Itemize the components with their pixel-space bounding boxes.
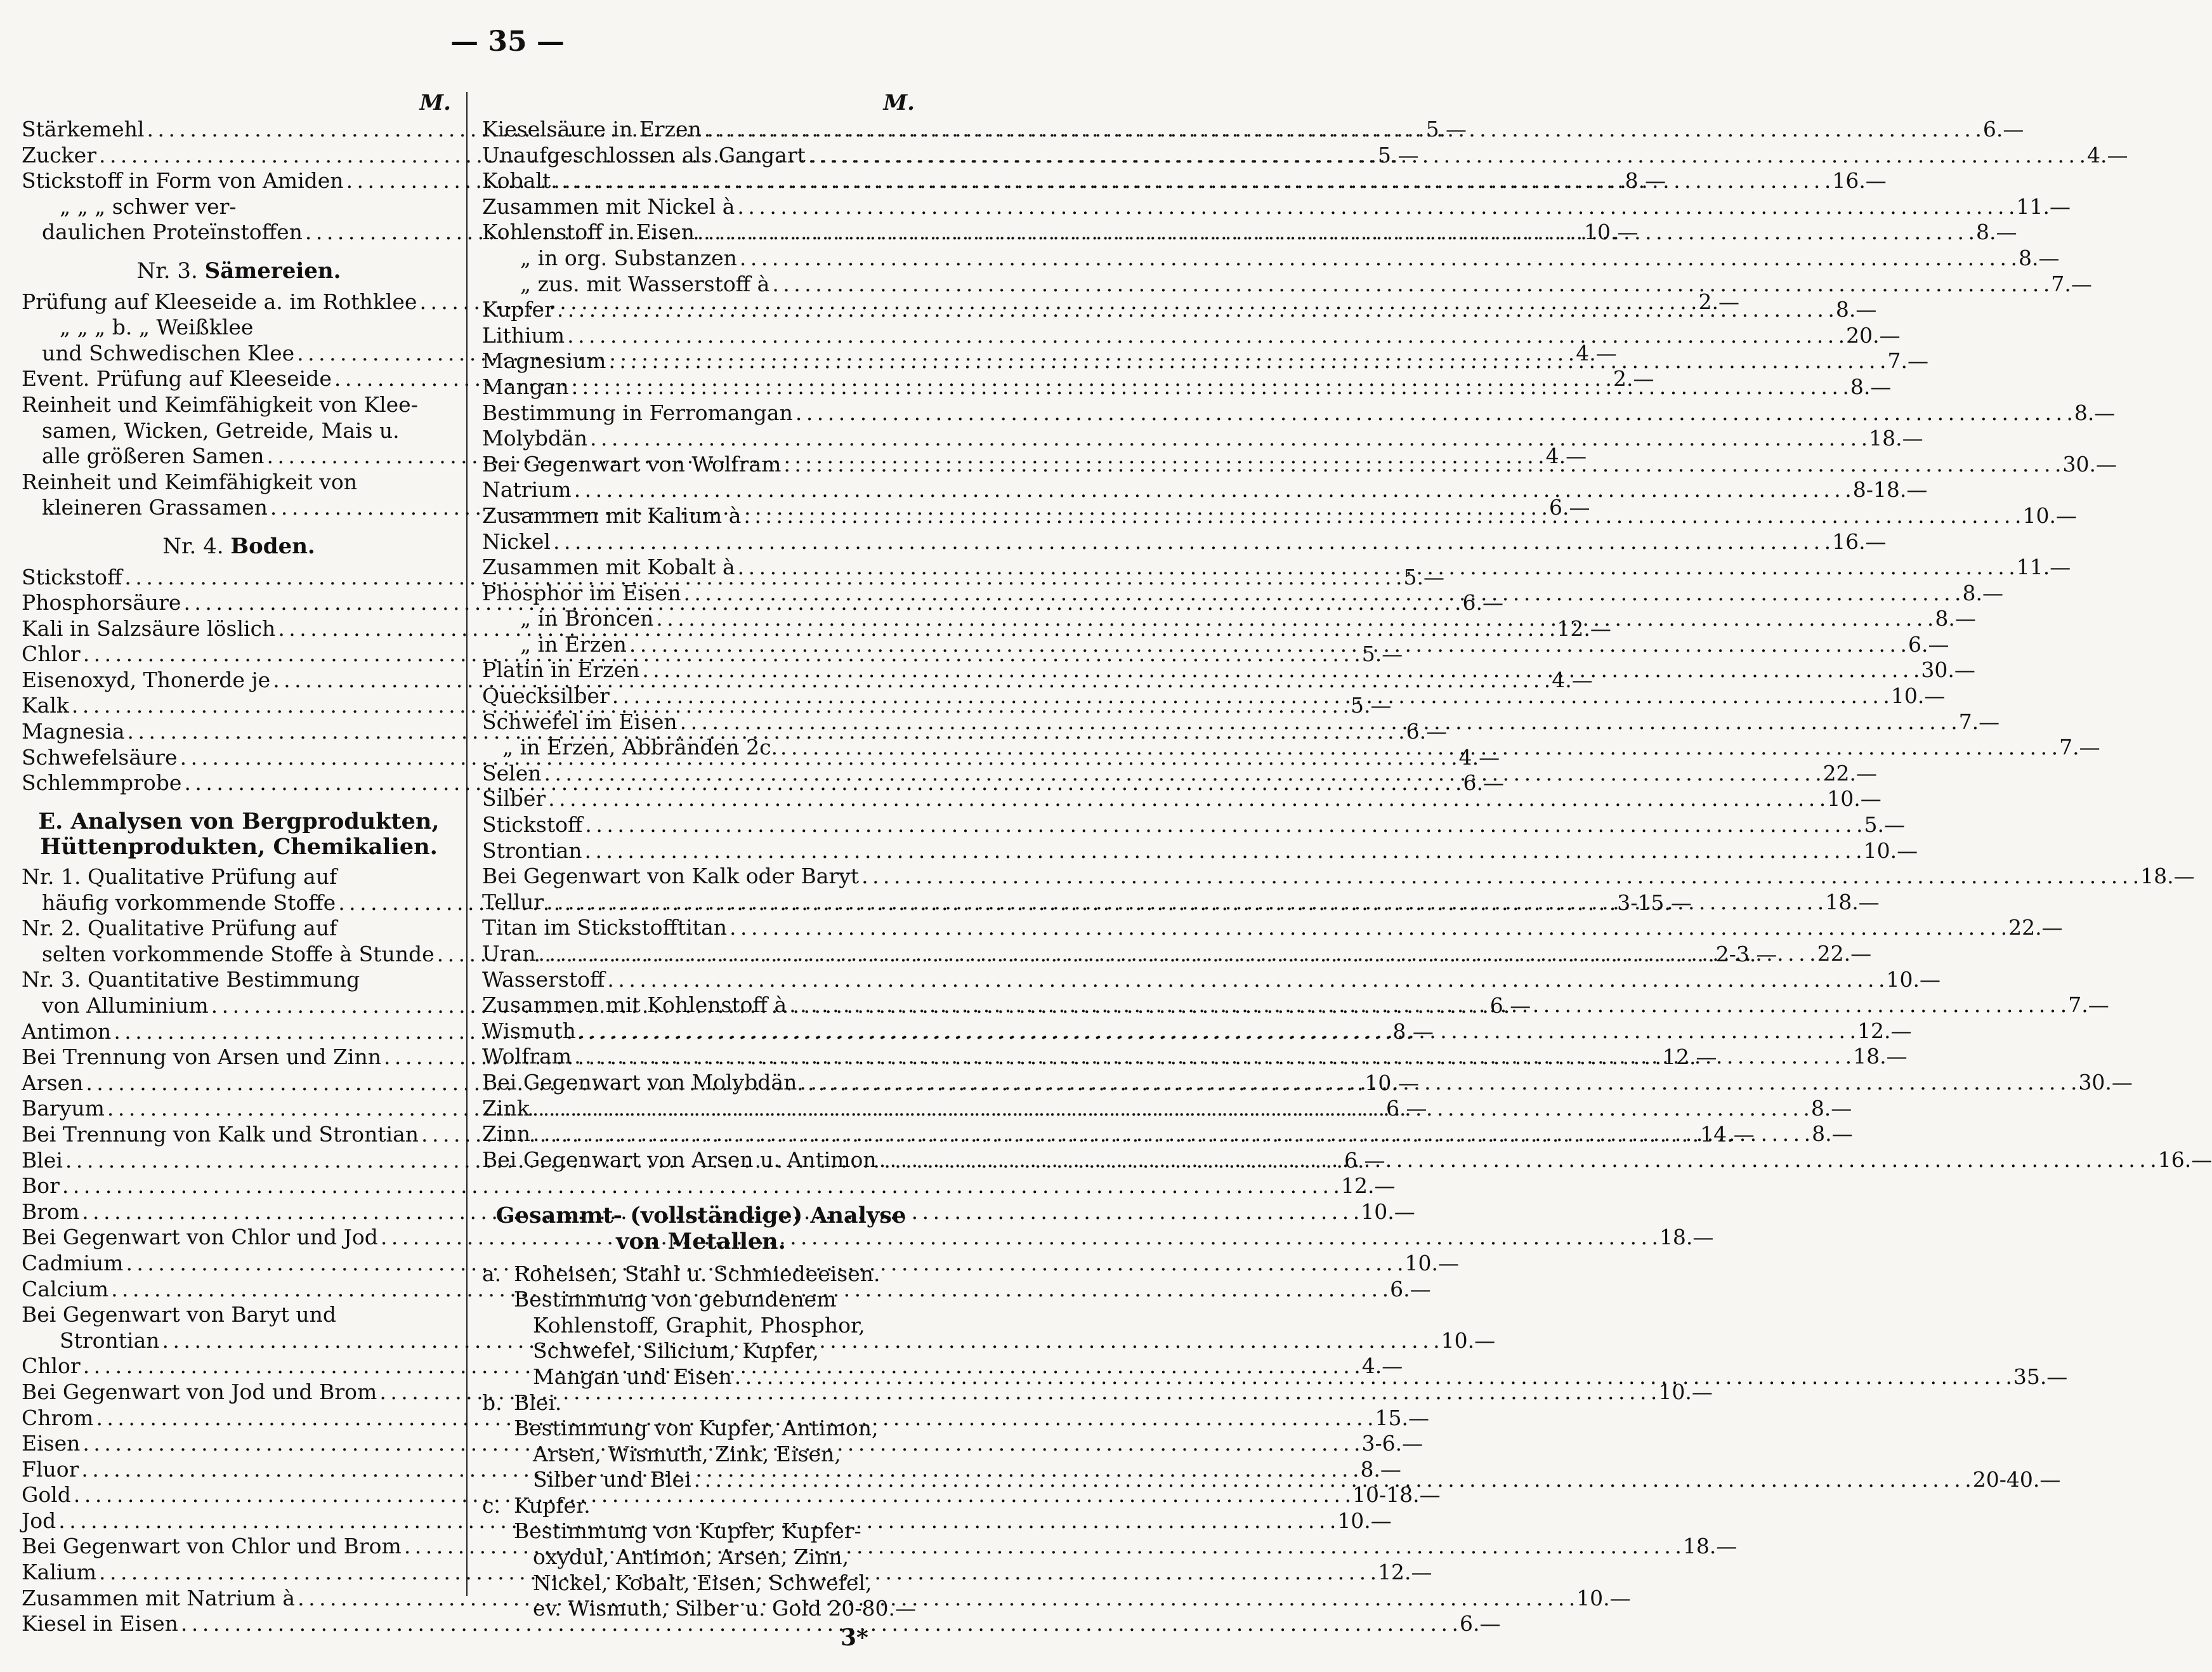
- price-row: [482, 503, 2077, 529]
- item-label: Phosphorsäure: [22, 590, 181, 615]
- continuation-line: Bestimmung von Kupfer, Kupfer-: [514, 1518, 861, 1544]
- item-label: Bei Gegenwart von Chlor und Jod: [22, 1225, 378, 1250]
- item-label: Gold: [22, 1482, 71, 1508]
- item-price: 30.—: [1921, 657, 1975, 683]
- price-row: [482, 631, 1949, 658]
- item-label: Kali in Salzsäure löslich: [22, 615, 276, 641]
- price-row: [482, 117, 2024, 143]
- section-heading-e-cont: Hüttenprodukten, Chemikalien.: [40, 834, 438, 860]
- leader-dots: [808, 143, 2084, 169]
- item-label: Silber und Blei: [533, 1467, 691, 1492]
- price-row: [482, 168, 1887, 194]
- leader-dots: [780, 735, 2057, 761]
- leader-dots: [772, 272, 2048, 298]
- item-label: kleineren Grassamen: [42, 495, 268, 520]
- leader-dots: [544, 761, 1820, 787]
- item-label: Event. Prüfung auf Kleeseide: [22, 366, 332, 392]
- item-price: 22.—: [1823, 760, 1878, 786]
- continuation-line: Nr. 3. Quantitative Bestimmung: [22, 967, 360, 992]
- item-price: 6.—: [1548, 495, 1590, 520]
- item-label: Zusammen mit Natrium à: [22, 1585, 296, 1610]
- leader-dots: [532, 1096, 1809, 1122]
- item-price: 16.—: [1832, 529, 1887, 554]
- item-price: 8.—: [1360, 1456, 1401, 1482]
- section-heading-gesamt: Gesammt- (vollständige) Analyse: [495, 1202, 906, 1229]
- item-price: 10.—: [2022, 503, 2077, 528]
- item-price: 11.—: [2016, 194, 2071, 219]
- item-label: und Schwedischen Klee: [42, 340, 295, 365]
- leader-dots: [612, 683, 1888, 709]
- item-label: Chrom: [22, 1405, 94, 1430]
- leader-dots: [697, 220, 1973, 246]
- item-price: 10.—: [1365, 1070, 1419, 1095]
- leader-dots: [557, 297, 1833, 323]
- item-price: 8.—: [1810, 1095, 1852, 1121]
- item-price: 8.—: [1850, 374, 1892, 399]
- item-price: 5.—: [1403, 564, 1444, 589]
- leader-dots: [861, 864, 2138, 890]
- price-row: [482, 735, 2100, 761]
- section-title: Sämereien.: [204, 258, 341, 284]
- price-row: [482, 194, 2071, 220]
- price-row: [482, 1147, 2212, 1173]
- price-row: [482, 297, 1877, 323]
- price-row: [482, 760, 1878, 787]
- item-label: Bei Gegenwart von Wolfram: [482, 451, 782, 477]
- leader-dots: [590, 426, 1866, 452]
- item-label: Chlor: [22, 1353, 81, 1379]
- item-label: Schwefelsäure: [22, 744, 178, 770]
- item-price: 7.—: [2051, 271, 2092, 296]
- continuation-line: Nickel, Kobalt, Eisen, Schwefel,: [533, 1570, 872, 1595]
- price-row: [482, 580, 2004, 607]
- item-label: Unaufgeschlossen als Gangart: [482, 142, 806, 168]
- continuation-line: „ „ „ b. „ Weißklee: [60, 315, 254, 340]
- signature-mark: 3*: [841, 1624, 868, 1651]
- item-label: Strontian: [482, 838, 582, 863]
- price-row: [482, 322, 1901, 349]
- section-heading-e: E. Analysen von Bergprodukten,: [38, 808, 440, 834]
- item-label: Magnesium: [482, 348, 606, 374]
- price-row: [482, 838, 1918, 864]
- item-label: Zucker: [22, 142, 96, 168]
- continuation-line: Bei Gegenwart von Baryt und: [22, 1302, 337, 1327]
- item-price: 12.—: [1557, 615, 1611, 641]
- item-price: 10.—: [1583, 220, 1639, 245]
- continuation-line: Nr. 2. Qualitative Prüfung auf: [22, 916, 337, 941]
- item-price: 10.—: [1658, 1379, 1713, 1404]
- page-number: — 35 —: [450, 25, 565, 58]
- item-price: 30.—: [2078, 1069, 2133, 1095]
- item-price: 8.—: [2019, 245, 2060, 270]
- price-row: [482, 1095, 1852, 1122]
- item-label: Zusammen mit Nickel à: [482, 194, 735, 219]
- item-label: Jod: [22, 1508, 56, 1533]
- item-price: 4.—: [2086, 142, 2128, 168]
- item-price: 7.—: [2068, 992, 2109, 1018]
- item-price: 10.—: [1886, 966, 1940, 992]
- item-label: Zusammen mit Kobalt à: [482, 555, 735, 580]
- item-label: Phosphor im Eisen: [482, 580, 681, 605]
- subsection-letter: c.: [482, 1492, 501, 1518]
- price-row: [482, 966, 1940, 993]
- item-price: 18.—: [1682, 1534, 1738, 1559]
- continuation-line: Bestimmung von Kupfer, Antimon,: [514, 1416, 879, 1441]
- continuation-line: samen, Wicken, Getreide, Mais u.: [42, 418, 400, 443]
- item-price: 6.—: [1406, 719, 1448, 744]
- item-label: Platin in Erzen: [482, 657, 640, 683]
- item-price: 5.—: [1425, 117, 1467, 142]
- continuation-line: Schwefel, Silicium, Kupfer,: [533, 1338, 819, 1364]
- item-label: Kiesel in Eisen: [22, 1611, 178, 1636]
- item-label: Eisen: [22, 1431, 81, 1456]
- item-label: Bei Gegenwart von Jod und Brom: [22, 1379, 377, 1404]
- item-label: Strontian: [60, 1327, 160, 1353]
- subsection-letter: b.: [482, 1390, 502, 1415]
- item-label: Selen: [482, 760, 542, 786]
- price-row: [482, 271, 2092, 298]
- price-row: [22, 1173, 1396, 1199]
- item-price: 10.—: [1827, 786, 1882, 812]
- item-label: Blei: [22, 1147, 63, 1173]
- leader-dots: [548, 786, 1824, 812]
- item-price: 10.—: [1863, 838, 1918, 863]
- item-price: 6.—: [1489, 993, 1531, 1018]
- item-price: 6.—: [1459, 1611, 1501, 1636]
- item-price: 12.—: [1378, 1560, 1432, 1585]
- leader-dots: [694, 1467, 1970, 1493]
- leader-dots: [683, 581, 1960, 607]
- subsection-title: Blei.: [514, 1390, 562, 1415]
- item-price: 18.—: [1853, 1044, 1908, 1069]
- item-price: 3-6.—: [1361, 1431, 1423, 1456]
- item-label: Cadmium: [22, 1250, 124, 1275]
- item-label: Mangan: [482, 374, 569, 399]
- leader-dots: [553, 529, 1829, 555]
- item-price: 6.—: [1463, 770, 1505, 796]
- item-price: 8-18.—: [1852, 477, 1928, 503]
- item-label: Molybdän: [482, 426, 588, 451]
- item-label: Zusammen mit Kohlenstoff à: [482, 992, 787, 1018]
- price-row: [482, 864, 2195, 890]
- continuation-line: Kohlenstoff, Graphit, Phosphor,: [533, 1312, 865, 1338]
- item-price: 12.—: [1340, 1173, 1396, 1199]
- item-price: 22.—: [2008, 915, 2063, 940]
- item-label: Magnesia: [22, 719, 125, 744]
- price-row: [482, 1467, 2061, 1493]
- leader-dots: [629, 632, 1906, 658]
- leader-dots: [574, 1044, 1850, 1070]
- item-label: Bor: [22, 1173, 60, 1199]
- item-price: 18.—: [1659, 1225, 1714, 1250]
- item-price: 4.—: [1361, 1353, 1403, 1379]
- price-row: [22, 1611, 1501, 1637]
- item-label: Quecksilber: [482, 683, 610, 709]
- leader-dots: [567, 323, 1843, 349]
- item-label: Kohlenstoff in Eisen: [482, 220, 695, 245]
- item-price: 7.—: [2059, 735, 2100, 760]
- leader-dots: [607, 967, 1883, 993]
- continuation-line: Bestimmung von gebundenem: [514, 1287, 837, 1312]
- item-label: Bei Gegenwart von Molybdän: [482, 1069, 797, 1095]
- price-row: [482, 1364, 2068, 1390]
- item-price: 16.—: [2157, 1147, 2212, 1172]
- section-heading-saemereien: [22, 258, 456, 284]
- item-price: 10.—: [1361, 1199, 1415, 1224]
- item-label: Kalk: [22, 693, 69, 718]
- price-row: [482, 142, 2128, 169]
- continuation-line: Nr. 1. Qualitative Prüfung auf: [22, 864, 337, 890]
- price-row: [482, 245, 2060, 272]
- price-row: [482, 992, 2109, 1018]
- item-label: Schwefel im Eisen: [482, 709, 677, 734]
- item-label: Schlemmprobe: [22, 770, 182, 796]
- item-label: von Alluminium: [42, 993, 209, 1018]
- item-label: „ in org. Substanzen: [520, 245, 737, 270]
- item-label: daulichen Proteïnstoffen: [42, 220, 303, 245]
- leader-dots: [783, 452, 2060, 478]
- item-price: 5.—: [1350, 693, 1392, 718]
- item-price: 8.—: [1935, 606, 1976, 631]
- leader-dots: [572, 374, 1848, 400]
- leader-dots: [656, 606, 1932, 632]
- item-label: Bestimmung in Ferromangan: [482, 400, 793, 425]
- item-price: 4.—: [1552, 667, 1593, 692]
- item-price: 4.—: [1545, 444, 1587, 469]
- item-label: alle größeren Samen: [42, 444, 265, 469]
- leader-dots: [740, 246, 2016, 272]
- subsection-letter: a.: [482, 1261, 502, 1286]
- leader-dots: [533, 1121, 1809, 1147]
- section-heading-boden: [22, 534, 456, 560]
- price-row: [482, 477, 1928, 503]
- item-price: 5.—: [1864, 812, 1905, 838]
- price-row: [482, 812, 1905, 838]
- item-label: Bei Gegenwart von Kalk oder Baryt: [482, 864, 860, 889]
- price-row: [482, 451, 2117, 478]
- item-label: Silber: [482, 786, 546, 812]
- item-label: Stickstoff: [22, 564, 122, 589]
- item-price: 8.—: [1835, 297, 1877, 322]
- item-price: 3-15.—: [1617, 890, 1692, 915]
- item-price: 6.—: [1462, 590, 1504, 615]
- continuation-line: Reinheit und Keimfähigkeit von: [22, 469, 357, 494]
- price-row: [482, 529, 1887, 555]
- item-price: 8.—: [2074, 400, 2116, 425]
- continuation-line: Reinheit und Keimfähigkeit von Klee-: [22, 392, 418, 417]
- item-label: Nickel: [482, 529, 551, 554]
- leader-dots: [743, 503, 2020, 529]
- item-price: 6.—: [1390, 1276, 1431, 1301]
- item-price: 7.—: [1958, 709, 2000, 734]
- item-label: Bei Trennung von Arsen und Zinn: [22, 1044, 381, 1070]
- item-price: 10.—: [1576, 1585, 1631, 1610]
- leader-dots: [539, 941, 1815, 967]
- item-price: 8.—: [1625, 168, 1666, 194]
- item-label: Kalium: [22, 1560, 96, 1585]
- price-row: [482, 786, 1882, 812]
- item-price: 2.—: [1698, 289, 1740, 314]
- section-heading-gesamt-cont: von Metallen.: [616, 1228, 786, 1254]
- section-number: Nr. 3.: [136, 258, 198, 284]
- item-price: 10.—: [1890, 683, 1946, 709]
- item-price: 2.—: [1613, 366, 1654, 392]
- item-label: Bei Trennung von Kalk und Strontian: [22, 1121, 419, 1147]
- leader-dots: [799, 1070, 2076, 1096]
- item-label: Stickstoff: [482, 812, 583, 838]
- item-price: 18.—: [1825, 889, 1880, 914]
- leader-dots: [553, 168, 1829, 194]
- item-label: Zusammen mit Kalium à: [482, 503, 742, 528]
- subsection-b: [482, 1390, 920, 1416]
- item-price: 20-40.—: [1972, 1467, 2061, 1492]
- price-row: [482, 426, 1923, 452]
- price-row: [482, 709, 2000, 735]
- item-price: 8.—: [1962, 580, 2004, 605]
- item-price: 20.—: [1846, 322, 1901, 348]
- leader-dots: [680, 709, 1956, 735]
- price-row: [482, 348, 1928, 374]
- item-label: Kobalt: [482, 168, 551, 194]
- item-price: 4.—: [1458, 744, 1500, 770]
- subsection-title: Roheisen, Stahl u. Schmiedeeisen.: [514, 1261, 880, 1286]
- subsection-title: Kupfer.: [514, 1492, 591, 1518]
- item-price: 35.—: [2013, 1364, 2068, 1389]
- item-price: 5.—: [1378, 142, 1419, 168]
- leader-dots: [789, 992, 2065, 1018]
- item-label: Arsen: [22, 1070, 84, 1095]
- item-label: Stickstoff in Form von Amiden: [22, 168, 344, 194]
- item-label: selten vorkommende Stoffe à Stunde: [42, 941, 435, 966]
- continuation-line: oxydul, Antimon, Arsen, Zinn,: [533, 1544, 849, 1570]
- item-label: Zink: [482, 1095, 530, 1121]
- price-row: [482, 1018, 1912, 1044]
- item-label: Calcium: [22, 1276, 109, 1301]
- subsection-a: [482, 1261, 920, 1287]
- item-label: Wismuth: [482, 1018, 576, 1043]
- leader-dots: [642, 657, 1918, 683]
- leader-dots: [795, 400, 2072, 426]
- item-price: 8.—: [1975, 220, 2017, 245]
- price-row: [482, 683, 1946, 709]
- leader-dots: [735, 1364, 2011, 1390]
- section-number: Nr. 4.: [162, 533, 224, 559]
- continuation-line: ev. Wismuth, Silber u. Gold 20-80.—: [533, 1596, 916, 1621]
- item-price: 8.—: [1392, 1018, 1434, 1044]
- currency-header: M.: [883, 90, 915, 115]
- item-price: 6.—: [1908, 631, 1949, 657]
- continuation-line: „ „ „ schwer ver-: [60, 194, 237, 219]
- leader-dots: [608, 348, 1885, 374]
- item-label: Tellur: [482, 889, 544, 914]
- item-price: 6.—: [1982, 117, 2024, 142]
- item-price: 10-18.—: [1352, 1482, 1441, 1508]
- item-price: 11.—: [2016, 555, 2071, 580]
- item-label: „ zus. mit Wasserstoff à: [520, 271, 770, 296]
- item-price: 12.—: [1663, 1044, 1717, 1070]
- item-price: 2-3.—: [1715, 941, 1777, 966]
- currency-header: M.: [419, 90, 451, 115]
- item-label: Bei Gegenwart von Chlor und Brom: [22, 1534, 402, 1559]
- price-row: [482, 400, 2116, 426]
- item-label: „ in Erzen: [520, 631, 627, 657]
- price-row: [482, 374, 1892, 400]
- item-label: Antimon: [22, 1018, 112, 1044]
- price-row: [482, 915, 2063, 941]
- item-price: 18.—: [1869, 426, 1923, 451]
- price-row: [482, 555, 2071, 581]
- item-label: Chlor: [22, 642, 81, 667]
- item-label: Kupfer: [482, 297, 554, 322]
- subsection-c: [482, 1493, 920, 1519]
- item-price: 4.—: [1576, 340, 1617, 365]
- leader-dots: [579, 1018, 1855, 1044]
- price-row: [482, 657, 1975, 683]
- item-label: Lithium: [482, 322, 565, 348]
- item-price: 10.—: [1404, 1250, 1460, 1275]
- item-label: Natrium: [482, 477, 572, 503]
- leader-dots: [585, 812, 1861, 838]
- item-price: 16.—: [1832, 168, 1887, 194]
- leader-dots: [546, 890, 1823, 916]
- item-label: Bei Gegenwart von Arsen u. Antimon: [482, 1147, 877, 1172]
- item-label: Stärkemehl: [22, 117, 145, 142]
- continuation-line: Arsen, Wismuth, Zink, Eisen,: [533, 1441, 841, 1466]
- item-label: Zinn: [482, 1121, 530, 1147]
- leader-dots: [574, 477, 1850, 503]
- item-price: 18.—: [2140, 864, 2195, 889]
- leader-dots: [704, 117, 1980, 143]
- item-label: „ in Broncen: [520, 606, 654, 631]
- item-price: 12.—: [1857, 1018, 1912, 1043]
- item-price: 7.—: [1887, 348, 1928, 374]
- item-label: häufig vorkommende Stoffe: [42, 890, 336, 915]
- item-label: Mangan und Eisen: [533, 1364, 732, 1389]
- item-price: 6.—: [1385, 1096, 1427, 1121]
- item-price: 10.—: [1441, 1327, 1496, 1353]
- section-title: Boden.: [230, 533, 315, 559]
- item-label: „ in Erzen, Abbränden 2c.: [502, 735, 778, 760]
- item-label: Fluor: [22, 1456, 79, 1482]
- leader-dots: [730, 915, 2006, 941]
- item-label: Titan im Stickstofftitan: [482, 915, 727, 940]
- item-price: 15.—: [1375, 1405, 1429, 1430]
- item-label: Wasserstoff: [482, 966, 605, 992]
- leader-dots: [879, 1147, 2156, 1173]
- item-price: 8.—: [1812, 1121, 1853, 1147]
- leader-dots: [738, 555, 2014, 581]
- item-price: 22.—: [1817, 941, 1872, 966]
- item-price: 5.—: [1361, 642, 1403, 667]
- item-price: 30.—: [2062, 451, 2117, 477]
- item-price: 10.—: [1337, 1508, 1392, 1533]
- item-label: Prüfung auf Kleeseide a. im Rothklee: [22, 289, 417, 314]
- item-label: Eisenoxyd, Thonerde je: [22, 667, 271, 692]
- leader-dots: [737, 194, 2013, 220]
- item-label: Baryum: [22, 1096, 105, 1121]
- item-price: 14.—: [1700, 1121, 1755, 1147]
- item-label: Wolfram: [482, 1044, 572, 1069]
- item-label: Brom: [22, 1199, 80, 1224]
- item-label: Kieselsäure in Erzen: [482, 117, 702, 142]
- leader-dots: [585, 838, 1861, 864]
- item-label: Uran: [482, 941, 536, 966]
- item-price: 6.—: [1344, 1147, 1385, 1173]
